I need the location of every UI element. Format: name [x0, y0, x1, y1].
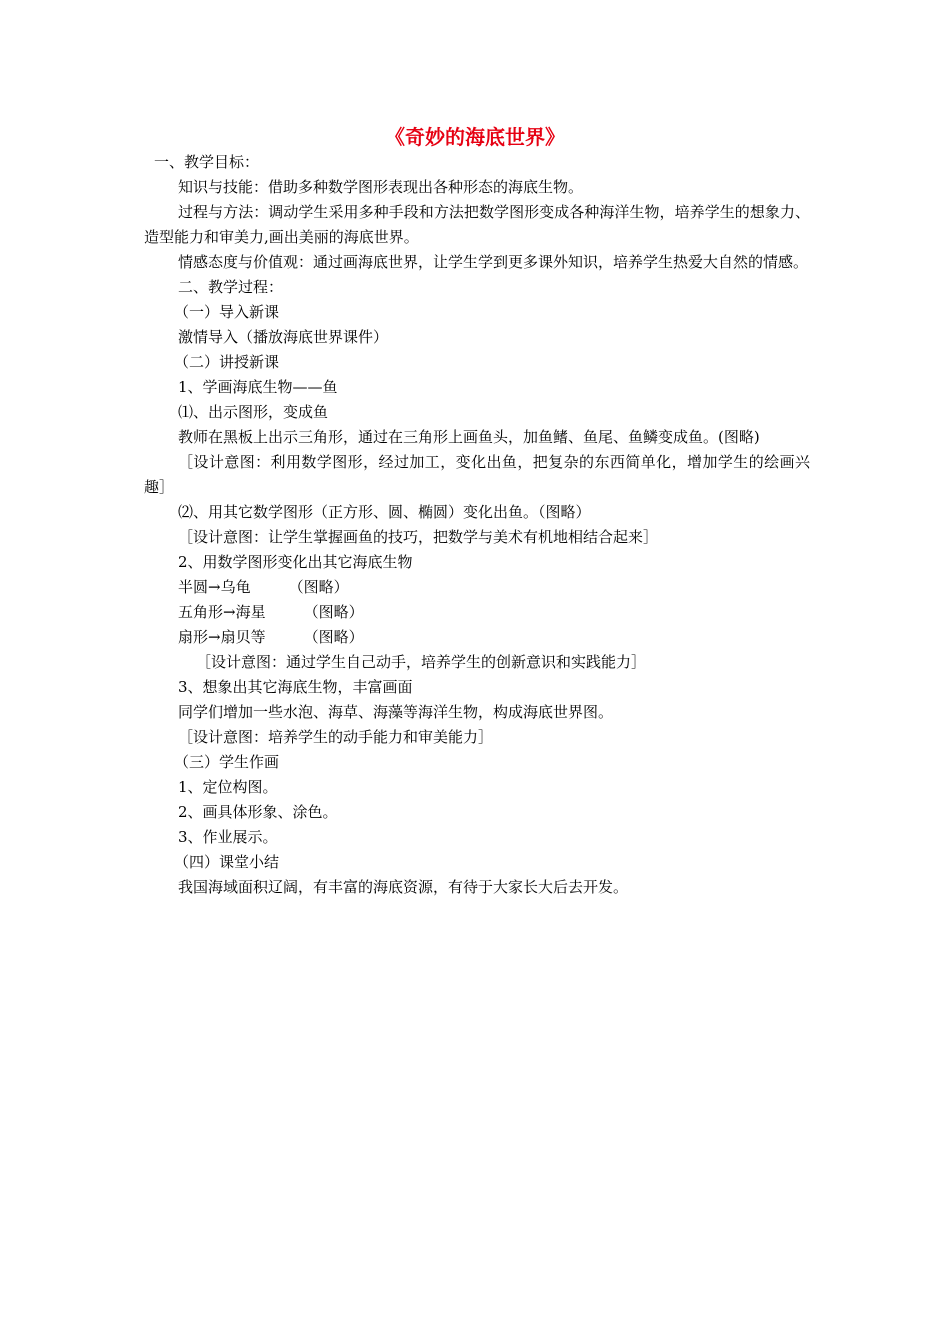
design-note-3: ［设计意图：通过学生自己动手，培养学生的创新意识和实践能力］: [196, 653, 647, 671]
shape-item-label: 扇形→扇贝等: [178, 628, 266, 646]
part3-heading: （三）学生作画: [174, 753, 280, 771]
document-body: [144, 150, 810, 900]
step1-heading: 1、学画海底生物——鱼: [178, 378, 338, 396]
figure-omitted-note: （图略）: [303, 603, 364, 621]
goal-emotion: 情感态度与价值观：通过画海底世界，让学生学到更多课外知识，培养学生热爱大自然的情感。: [178, 253, 809, 271]
design-note-2: ［设计意图：让学生掌握画鱼的技巧，把数学与美术有机地相结合起来］: [178, 528, 659, 546]
shape-item-label: 半圆→乌龟: [178, 578, 251, 596]
goal-process: 过程与方法：调动学生采用多种手段和方法把数学图形变成各种海洋生物，培养学生的想象力、造型能力和审美力,画出美丽的海底世界。: [144, 203, 810, 246]
document-title: 《奇妙的海底世界》: [385, 125, 565, 149]
design-note-1: ［设计意图：利用数学图形，经过加工，变化出鱼，把复杂的东西简单化，增加学生的绘画兴趣］: [144, 453, 810, 496]
design-note-4: ［设计意图：培养学生的动手能力和审美能力］: [178, 728, 494, 746]
part1-text: 激情导入（播放海底世界课件）: [178, 328, 389, 346]
step3-text: 同学们增加一些水泡、海草、海藻等海洋生物，构成海底世界图。: [178, 703, 614, 721]
step1-1-text: 教师在黑板上出示三角形，通过在三角形上画鱼头，加鱼鳍、鱼尾、鱼鳞变成鱼。(图略): [178, 428, 760, 446]
step2-heading: 2、用数学图形变化出其它海底生物: [178, 553, 413, 571]
shape-item-2: [144, 600, 810, 625]
figure-omitted-note: （图略）: [303, 628, 364, 646]
part4-heading: （四）课堂小结: [174, 853, 280, 871]
process-heading: 二、教学过程：: [178, 278, 284, 296]
goals-heading: 一、教学目标：: [154, 153, 260, 171]
part2-heading: （二）讲授新课: [174, 353, 280, 371]
draw-step-1: 1、定位构图。: [178, 778, 278, 796]
goal-knowledge: 知识与技能：借助多种数学图形表现出各种形态的海底生物。: [178, 178, 584, 196]
draw-step-3: 3、作业展示。: [178, 828, 278, 846]
shape-item-label: 五角形→海星: [178, 603, 266, 621]
summary-text: 我国海域面积辽阔，有丰富的海底资源，有待于大家长大后去开发。: [178, 878, 629, 896]
part1-heading: （一）导入新课: [174, 303, 280, 321]
step1-1-heading: ⑴、出示图形，变成鱼: [178, 403, 329, 421]
step1-2-text: ⑵、用其它数学图形（正方形、圆、椭圆）变化出鱼。（图略）: [178, 503, 591, 521]
step3-heading: 3、想象出其它海底生物，丰富画面: [178, 678, 413, 696]
shape-item-3: [144, 625, 810, 650]
figure-omitted-note: （图略）: [288, 578, 349, 596]
shape-item-1: [144, 575, 810, 600]
draw-step-2: 2、画具体形象、涂色。: [178, 803, 338, 821]
